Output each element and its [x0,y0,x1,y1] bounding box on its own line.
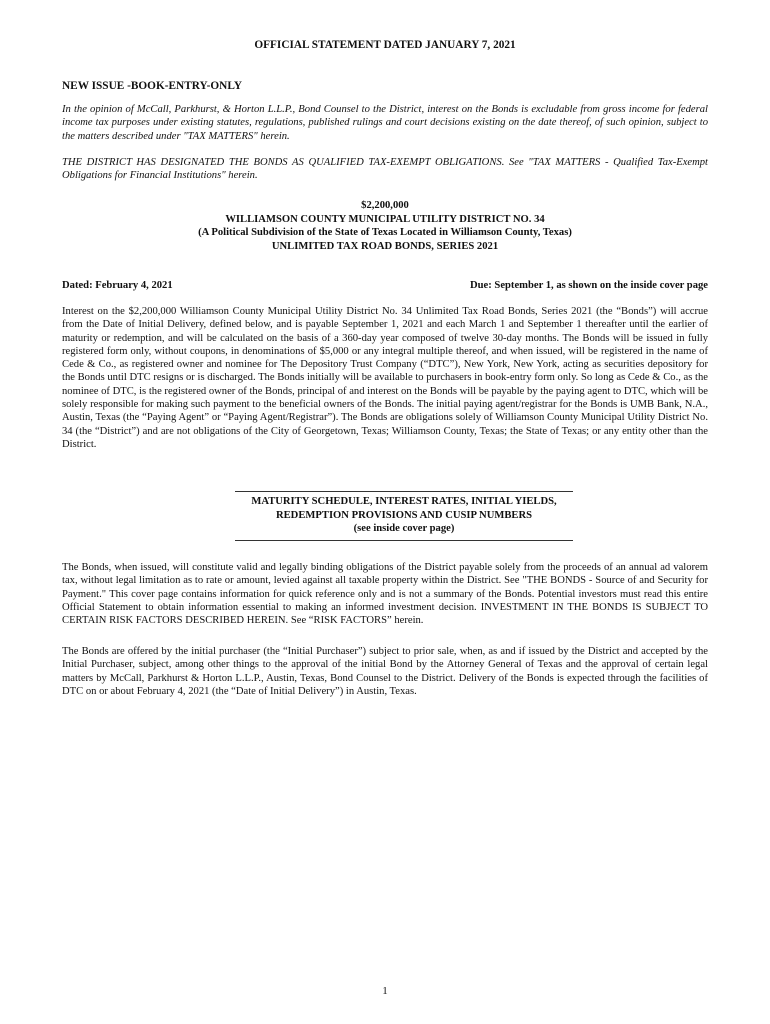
political-subdivision: (A Political Subdivision of the State of Texas Located in Williamson County, Texas) [198,227,572,238]
maturity-box-line2: REDEMPTION PROVISIONS AND CUSIP NUMBERS [275,509,533,521]
interest-paragraph: Interest on the $2,200,000 Williamson County Municipal Utility District No. 34 Unlimited Tax Road Bonds, Series 2021 (the “Bonds”) will accrue from the Date of Initial Delivery, defined below, and is payable September 1, 2021 and each March 1 and September 1 thereafter until the earlier of maturity or redemption, and will be calculated on the basis of a 360-day year composed of twelve 30-day months. The Bonds will be issued in fully registered form only, without coupons, in denominations of $5,000 or any integral multiple thereof, and when issued, will be registered in the name of Cede & Co., as registered owner and nominee for The Depository Trust Company (“DTC”), New York, New York, acting as securities depository for the Bonds until DTC resigns or is discharged. The Bonds initially will be available to purchasers in book-entry form only. So long as Cede & Co., as the nominee of DTC, is the registered owner of the Bonds, principal of and interest on the Bonds will be payable by the paying agent to DTC, which will be solely responsible for making such payment to the beneficial owners of the Bonds. The initial paying agent/registrar for the Bonds is UMB Bank, N.A., Austin, Texas (the “Paying Agent” or “Paying Agent/Registrar”). The Bonds are obligations solely of Williamson County Municipal Utility District No. 34 (the “District”) and are not obligations of the City of Georgetown, Texas; Williamson County, Texas; the State of Texas; or any entity other than the District. [62,306,708,450]
issue-type-heading: NEW ISSUE -BOOK-ENTRY-ONLY [62,80,242,92]
maturity-schedule-box [235,491,573,541]
obligations-paragraph: The Bonds, when issued, will constitute valid and legally binding obligations of the District payable solely from the proceeds of an annual ad valorem tax, without legal limitation as to rate or amount, levied against all taxable property within the District. See "THE BONDS - Source of and Security for Payment." This cover page contains information for quick reference only and is not a summary of the Bonds. Potential investors must read this entire Official Statement to obtain information essential to making an informed investment decision. INVESTMENT IN THE BONDS IS SUBJECT TO CERTAIN RISK FACTORS DESCRIBED HEREIN. See “RISK FACTORS” herein. [62,562,708,627]
offering-amount: $2,200,000 [361,200,409,211]
offer-paragraph: The Bonds are offered by the initial purchaser (the “Initial Purchaser”) subject to prior sale, when, as and if issued by the District and accepted by the Initial Purchaser, subject, among other things to the approval of the initial Bond by the Attorney General of Texas and the approval of certain legal matters by McCall, Parkhurst & Horton L.L.P., Austin, Texas, Bond Counsel to the District. Delivery of the Bonds is expected through the facilities of DTC on or about February 4, 2021 (the “Date of Initial Delivery”) in Austin, Texas. [62,646,708,697]
maturity-box-line3: (see inside cover page) [353,523,455,535]
issuer-name: WILLIAMSON COUNTY MUNICIPAL UTILITY DISTRICT NO. 34 [225,213,545,225]
maturity-box-line1: MATURITY SCHEDULE, INTEREST RATES, INITIAL YIELDS, [251,496,557,507]
page-number: 1 [382,985,388,997]
tax-opinion-paragraph: In the opinion of McCall, Parkhurst, & Horton L.L.P., Bond Counsel to the District, interest on the Bonds is excludable from gross income for federal income tax purposes under existing statutes, regulations, published rulings and court decisions existing on the date thereof, of such opinion, subject to the matters described under "TAX MATTERS" herein. [62,104,708,142]
due-date: Due: September 1, as shown on the inside cover page [470,280,708,291]
qualified-tax-exempt-paragraph: THE DISTRICT HAS DESIGNATED THE BONDS AS QUALIFIED TAX-EXEMPT OBLIGATIONS. See "TAX MATTERS - Qualified Tax-Exempt Obligations for Financial Institutions" herein. [62,157,708,182]
bond-series: UNLIMITED TAX ROAD BONDS, SERIES 2021 [271,240,499,252]
dated-date: Dated: February 4, 2021 [62,280,173,291]
official-statement-title: OFFICIAL STATEMENT DATED JANUARY 7, 2021 [254,39,516,51]
offering-heading [62,199,708,253]
